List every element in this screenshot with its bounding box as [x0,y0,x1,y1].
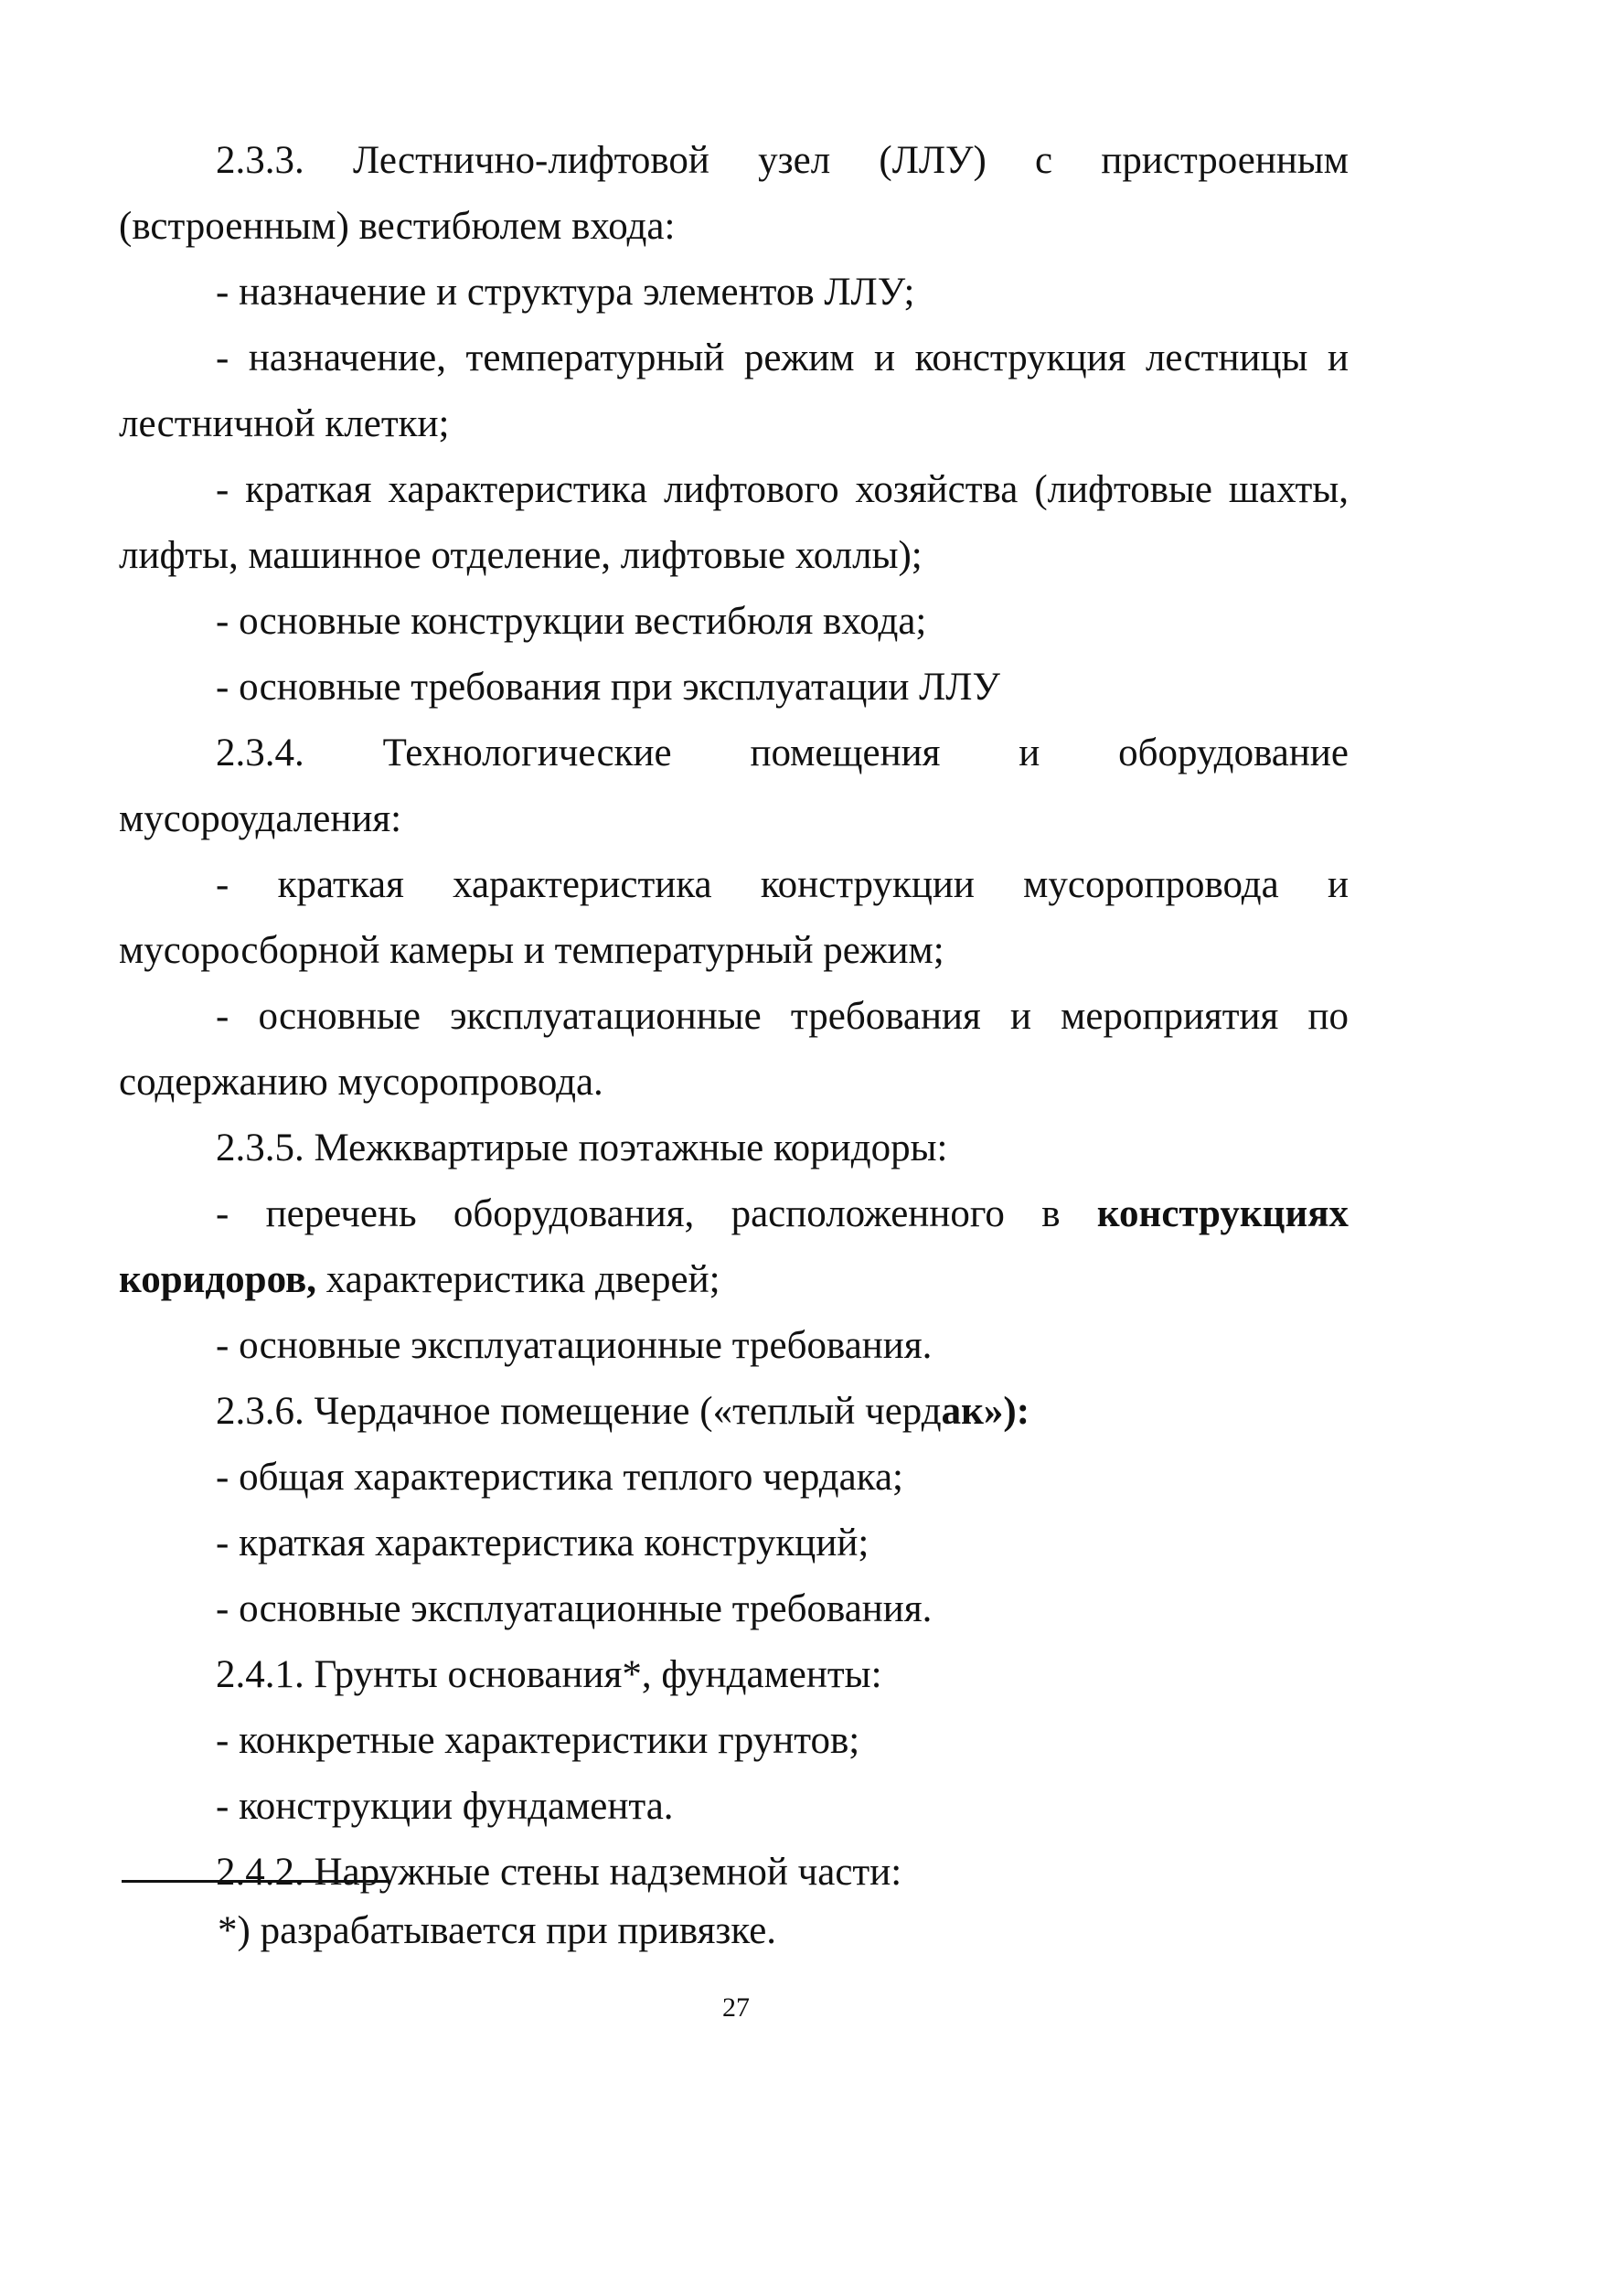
page-number: 27 [722,1992,750,2023]
section-heading-2-3-4: 2.3.4. Технологические помещения и оборудование мусороудаления: [119,732,1349,840]
list-item-text: характеристика дверей; [315,1258,720,1301]
footnote-divider [122,1880,389,1883]
heading-text: 2.3.6. Чердачное помещение («теплый черд [216,1390,942,1433]
list-item: - конструкции фундамента. [216,1785,674,1828]
section-heading-2-4-1: 2.4.1. Грунты основания*, фундаменты: [216,1653,882,1696]
list-item: - назначение и структура элементов ЛЛУ; [216,271,915,314]
list-item: - основные эксплуатационные требования. [216,1587,933,1630]
list-item: - основные требования при эксплуатации ЛЛУ [216,666,1000,709]
list-item: - основные эксплуатационные требования и мероприятия по содержанию мусоропровода. [119,995,1349,1104]
list-item: - краткая характеристика конструкций; [216,1522,869,1564]
list-item: - назначение, температурный режим и конструкция лестницы и лестничной клетки; [119,336,1349,445]
section-heading-2-3-3: 2.3.3. Лестнично-лифтовой узел (ЛЛУ) с пристроенным (встроенным) вестибюлем входа: [119,139,1349,248]
list-item: - конкретные характеристики грунтов; [216,1719,860,1762]
section-heading-2-3-6 [119,1379,1349,1445]
section-heading-2-3-5: 2.3.5. Межквартирые поэтажные коридоры: [216,1127,948,1169]
document-body [119,128,1349,1906]
list-item: - общая характеристика теплого чердака; [216,1456,903,1499]
list-item: - краткая характеристика конструкции мусоропровода и мусоросборной камеры и температурный режим; [119,863,1349,972]
list-item: - основные конструкции вестибюля входа; [216,600,927,643]
list-item: - краткая характеристика лифтового хозяйства (лифтовые шахты, лифты, машинное отделение, лифтовые холлы); [119,468,1349,577]
list-item [119,1181,1349,1313]
footnote: *) разрабатывается при привязке. [218,1909,777,1952]
bold-text: ак»): [941,1390,1030,1433]
section-heading-2-4-2: 2.4.2. Наружные стены надземной части: [216,1851,902,1894]
list-item-text: - перечень оборудования, расположенного в [216,1192,1097,1235]
bold-text: конструкциях коридоров, [119,1192,1349,1301]
list-item: - основные эксплуатационные требования. [216,1324,933,1367]
